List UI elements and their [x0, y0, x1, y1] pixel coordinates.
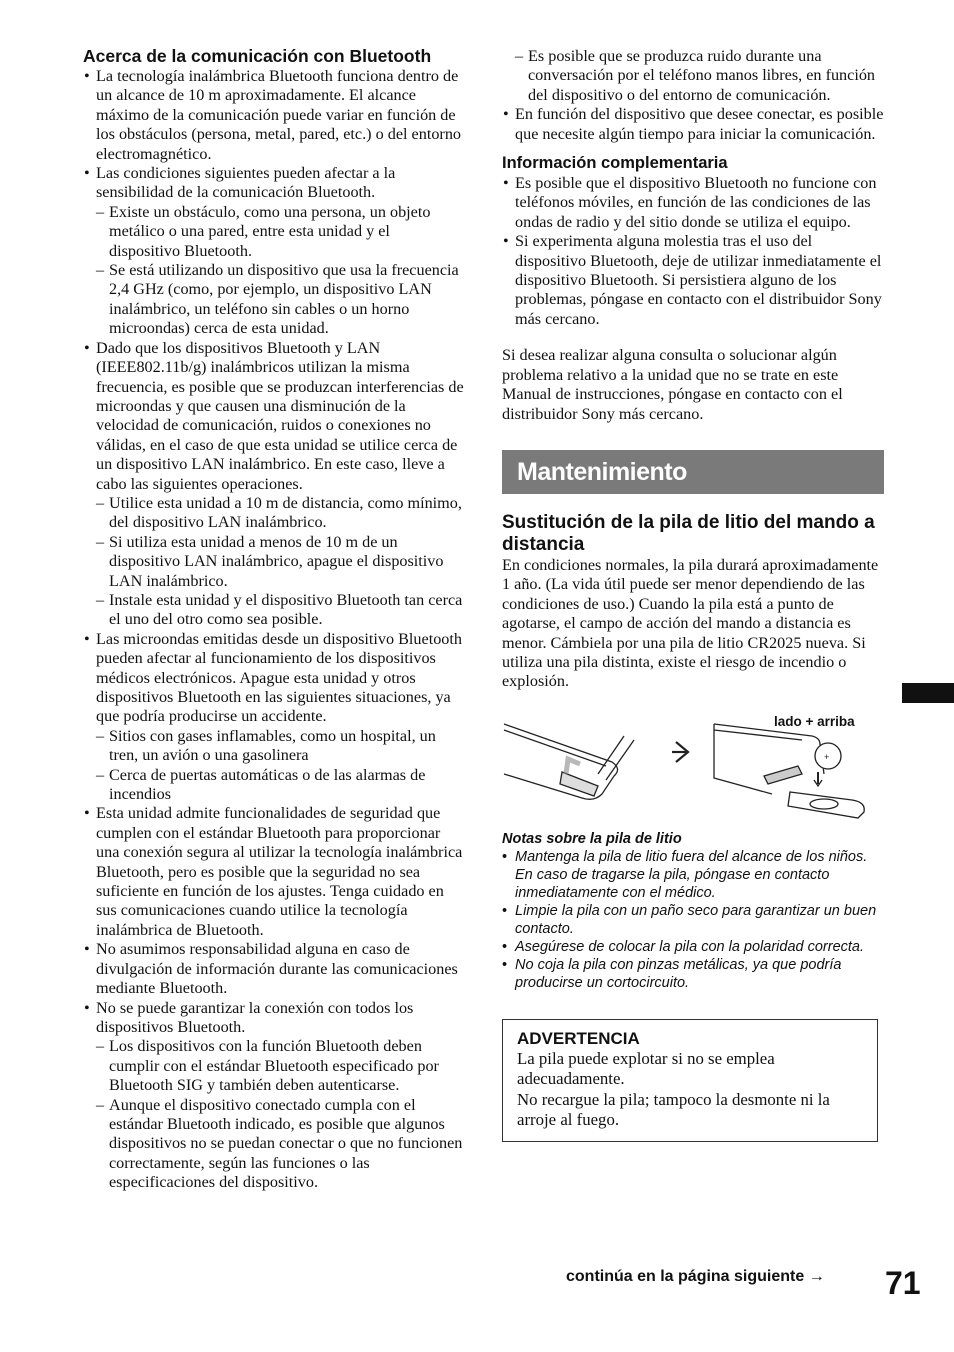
- sub-list-item: – Los dispositivos con la función Bluetooth deben cumplir con el estándar Bluetooth especificado por Bluetooth SIG y también deben autenticarse.: [96, 1037, 465, 1095]
- battery-heading: Sustitución de la pila de litio del mando a distancia: [502, 511, 875, 555]
- sub-list-item: – Utilice esta unidad a 10 m de distancia, como mínimo, del dispositivo LAN inalámbrico.: [96, 494, 465, 533]
- battery-paragraph: En condiciones normales, la pila durará aproximadamente 1 año. (La vida útil puede ser menor dependiendo de las condiciones de uso.) Cuando la pila está a punto de agotarse, el campo de acción del mando a distancia es menor. Cámbiela por una pila de litio CR2025 nueva. Si utiliza una pila distinta, existe el riesgo de incendio o explosión.: [502, 555, 879, 691]
- list-item: • La tecnología inalámbrica Bluetooth funciona dentro de un alcance de 10 m aproximadamente. El alcance máximo de la comunicación puede variar en función de los obstáculos (persona, metal, pared, etc.) o del entorno electromagnético.: [83, 67, 465, 164]
- sub-list-item: – Sitios con gases inflamables, como un hospital, un tren, un avión o una gasolinera: [96, 727, 465, 766]
- page-number: 71: [885, 1265, 921, 1301]
- info-list: [502, 174, 884, 329]
- sub-list-item: – Se está utilizando un dispositivo que usa la frecuencia 2,4 GHz (como, por ejemplo, un dispositivo LAN inalámbrico, un teléfono sin cables o un horno microondas) cerca de esta unidad.: [96, 261, 465, 339]
- contact-paragraph: Si desea realizar alguna consulta o solucionar algún problema relativo a la unidad que no se trate en este Manual de instrucciones, póngase en contacto con el distribuidor Sony más cercano.: [502, 346, 843, 423]
- list-item-text: Dado que los dispositivos Bluetooth y LAN (IEEE802.11b/g) inalámbricos utilizan la misma frecuencia, es posible que se produzcan interferencias de microondas y que causen una disminución de la velocidad de comunicación, ruidos o conexiones no válidas, en el caso de que esta unidad se utilice cerca de un dispositivo LAN inalámbrico. En este caso, lleve a cabo las siguientes operaciones.: [96, 338, 464, 493]
- list-item: • No asumimos responsabilidad alguna en caso de divulgación de información durante las comunicaciones mediante Bluetooth.: [83, 940, 465, 998]
- left-column: [83, 46, 465, 1193]
- list-item: • En función del dispositivo que desee conectar, es posible que necesite algún tiempo para iniciar la comunicación.: [502, 105, 884, 144]
- sub-list: [96, 203, 465, 339]
- list-item: • No coja la pila con pinzas metálicas, ya que podría producirse un cortocircuito.: [502, 956, 884, 992]
- warning-title: ADVERTENCIA: [517, 1028, 640, 1048]
- sub-list-item: – Instale esta unidad y el dispositivo Bluetooth tan cerca el uno del otro como sea posible.: [96, 591, 465, 630]
- sub-list-item: – Existe un obstáculo, como una persona, un objeto metálico o una pared, entre esta unidad y el dispositivo Bluetooth.: [96, 203, 465, 261]
- warning-line: No recargue la pila; tampoco la desmonte ni la arroje al fuego.: [517, 1089, 830, 1130]
- notes-list: [502, 848, 884, 992]
- list-item: • Limpie la pila con un paño seco para garantizar un buen contacto.: [502, 902, 884, 938]
- continued-sub-list: [515, 47, 884, 105]
- battery-illustration: [502, 714, 884, 824]
- warning-box: [502, 1019, 878, 1142]
- continue-note: continúa en la página siguiente →: [566, 1268, 825, 1285]
- battery-replacement-diagram: [502, 714, 884, 824]
- section-banner-maintenance: Mantenimiento: [502, 450, 884, 494]
- sub-list-item: – Es posible que se produzca ruido durante una conversación por el teléfono manos libres, en función del dispositivo o del entorno de comunicación.: [515, 47, 884, 105]
- info-heading: Información complementaria: [502, 154, 728, 173]
- list-item: • Asegúrese de colocar la pila con la polaridad correcta.: [502, 938, 884, 956]
- warning-line: La pila puede explotar si no se emplea adecuadamente.: [517, 1048, 775, 1089]
- figure-label: lado + arriba: [774, 713, 855, 729]
- list-item: • Mantenga la pila de litio fuera del alcance de los niños. En caso de tragarse la pila, póngase en contacto inmediatamente con el médico.: [502, 848, 884, 902]
- list-item: [83, 339, 465, 630]
- section-heading-bluetooth: Acerca de la comunicación con Bluetooth: [83, 46, 432, 66]
- sub-list: [96, 1037, 465, 1192]
- list-item: [83, 164, 465, 339]
- list-item: • Es posible que el dispositivo Bluetooth no funcione con teléfonos móviles, en función de las condiciones de las ondas de radio y del sitio donde se utiliza el equipo.: [502, 174, 884, 232]
- sub-list: [96, 494, 465, 630]
- list-item-text: No se puede garantizar la conexión con todos los dispositivos Bluetooth.: [96, 998, 414, 1036]
- sub-list-item: – Si utiliza esta unidad a menos de 10 m de un dispositivo LAN inalámbrico, apague el dispositivo LAN inalámbrico.: [96, 533, 465, 591]
- list-item: [83, 999, 465, 1193]
- right-column: [502, 47, 884, 1142]
- list-item: • Si experimenta alguna molestia tras el uso del dispositivo Bluetooth, deje de utilizar inmediatamente el dispositivo Bluetooth. Si persistiera alguno de los problemas, póngase en contacto con el distribuidor Sony más cercano.: [502, 232, 884, 329]
- bluetooth-list: [83, 67, 465, 1193]
- continued-list: [502, 105, 884, 144]
- list-item: • Esta unidad admite funcionalidades de seguridad que cumplen con el estándar Bluetooth para proporcionar una conexión segura al utilizar la tecnología inalámbrica Bluetooth, pero es posible que la seguridad no sea suficiente en función de los ajustes. Tenga cuidado en sus comunicaciones cuando utilice la tecnología inalámbrica de Bluetooth.: [83, 804, 465, 940]
- list-item-text: Las condiciones siguientes pueden afectar a la sensibilidad de la comunicación Bluetooth.: [96, 164, 396, 202]
- page-edge-tab: [902, 683, 954, 703]
- svg-text:+: +: [824, 751, 830, 762]
- sub-list: [96, 727, 465, 805]
- list-item-text: Las microondas emitidas desde un dispositivo Bluetooth pueden afectar al funcionamiento de los dispositivos médicos electrónicos. Apague esta unidad y otros dispositivos Bluetooth en las siguientes situaciones, ya que podría producirse un accidente.: [96, 629, 462, 726]
- list-item: [83, 630, 465, 805]
- sub-list-item: – Aunque el dispositivo conectado cumpla con el estándar Bluetooth indicado, es posible que algunos dispositivos no se puedan conectar o que no funcionen correctamente, según las funciones o las especificaciones del dispositivo.: [96, 1096, 465, 1193]
- sub-list-item: – Cerca de puertas automáticas o de las alarmas de incendios: [96, 766, 465, 805]
- notes-heading: Notas sobre la pila de litio: [502, 830, 682, 847]
